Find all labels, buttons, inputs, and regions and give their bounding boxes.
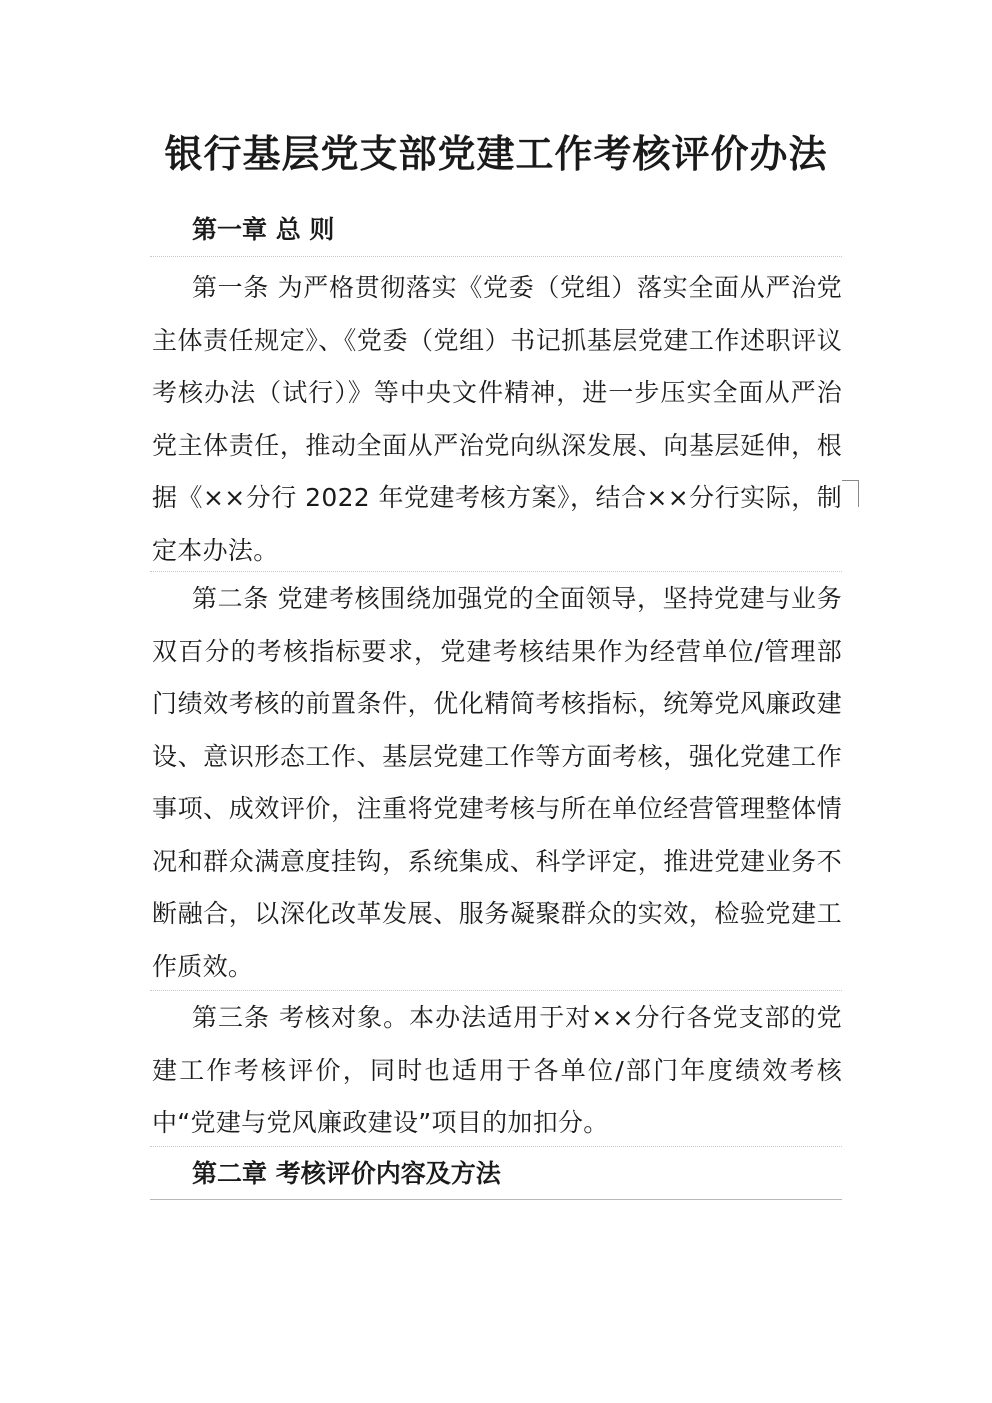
separator xyxy=(150,571,842,572)
chapter-1-heading: 第一章 总 则 xyxy=(192,215,335,244)
article-1: 第一条 为严格贯彻落实《党委（党组）落实全面从严治党主体责任规定》、《党委（党组）书记抓基层党建工作述职评议考核办法（试行）》等中央文件精神，进一步压实全面从严治党主体责任，推动全面从严治党向纵深发展、向基层延伸，根据《××分行 2022 年党建考核方案》，结合××分行实际，制定本办法。 xyxy=(152,273,842,565)
separator xyxy=(150,256,842,257)
article-2: 第二条 党建考核围绕加强党的全面领导，坚持党建与业务双百分的考核指标要求，党建考核结果作为经营单位/管理部门绩效考核的前置条件，优化精简考核指标，统筹党风廉政建设、意识形态工作、基层党建工作等方面考核，强化党建工作事项、成效评价，注重将党建考核与所在单位经营管理整体情况和群众满意度挂钩，系统集成、科学评定，推进党建业务不断融合，以深化改革发展、服务凝聚群众的实效，检验党建工作质效。 xyxy=(152,584,842,981)
chapter-2-heading: 第二章 考核评价内容及方法 xyxy=(192,1159,501,1188)
separator xyxy=(150,990,842,991)
separator xyxy=(150,1199,842,1200)
margin-mark xyxy=(842,480,859,507)
article-3: 第三条 考核对象。本办法适用于对××分行各党支部的党建工作考核评价，同时也适用于各单位/部门年度绩效考核中“党建与党风廉政建设”项目的加扣分。 xyxy=(152,1003,842,1137)
document-title: 银行基层党支部党建工作考核评价办法 xyxy=(164,131,828,176)
separator xyxy=(150,1146,842,1147)
